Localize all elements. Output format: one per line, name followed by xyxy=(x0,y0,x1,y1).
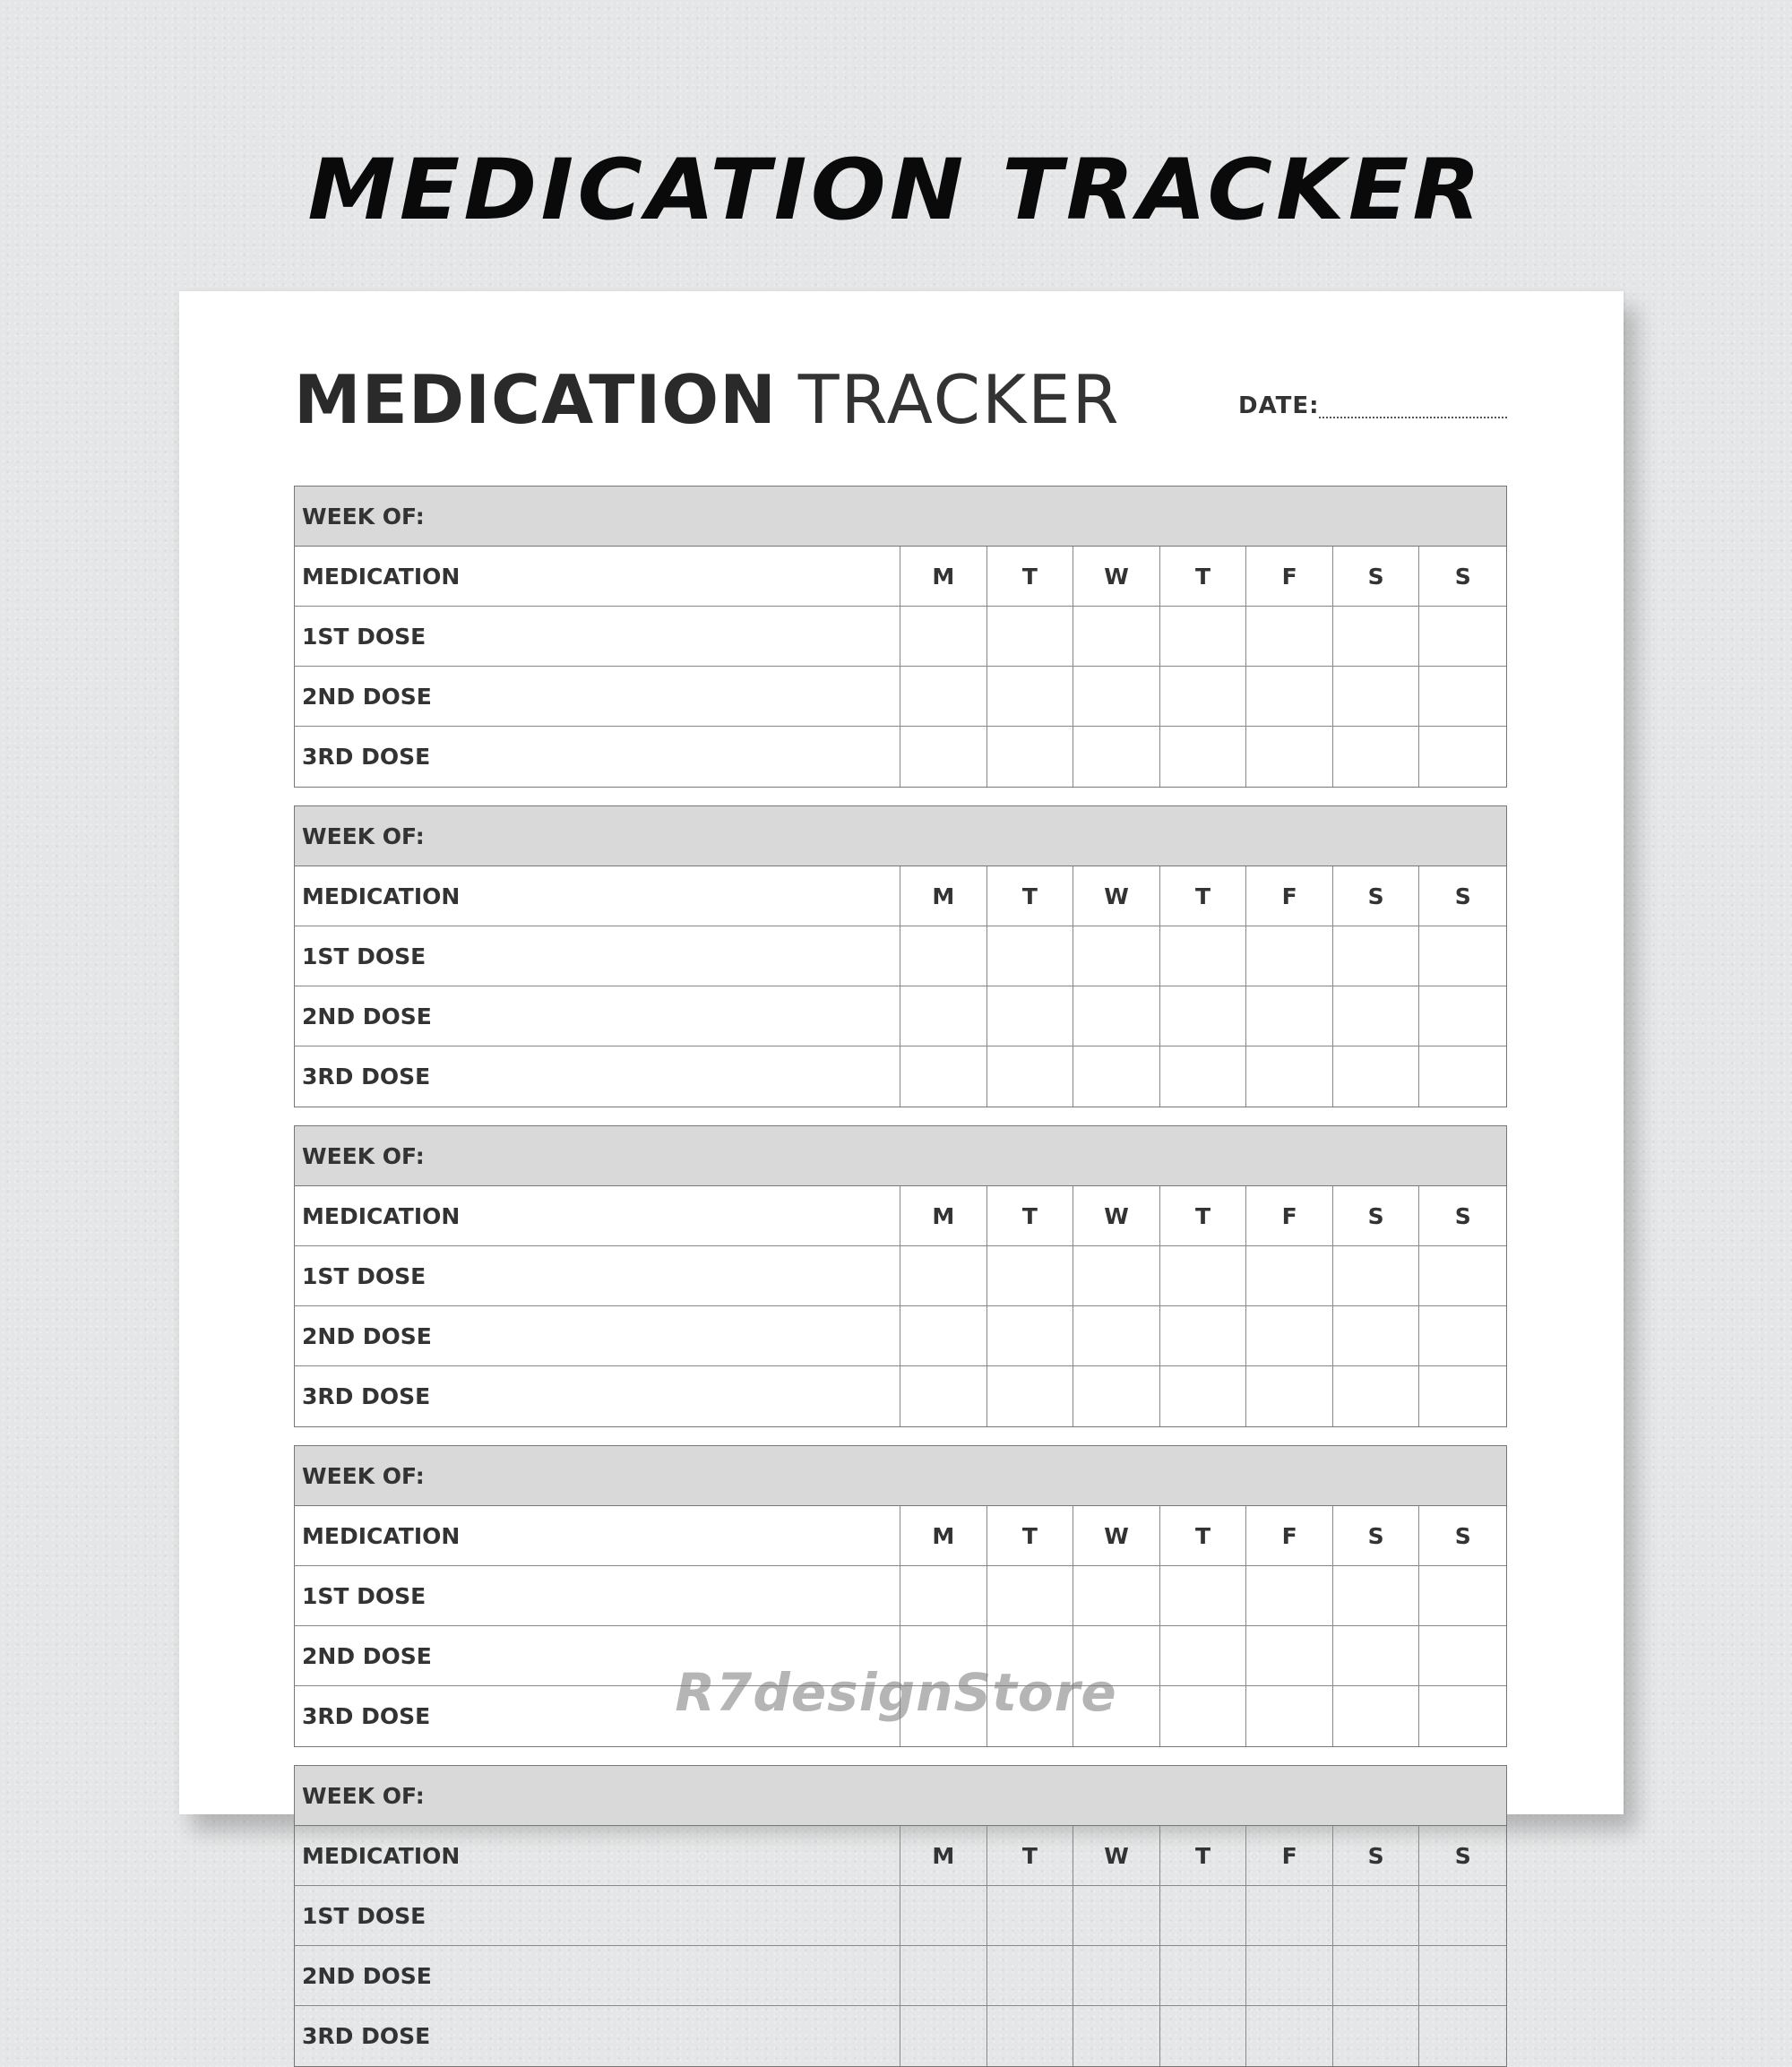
dose-label: 3RD DOSE xyxy=(295,1046,900,1107)
dose-checkbox-cell[interactable] xyxy=(900,667,987,726)
day-header: F xyxy=(1246,1506,1333,1565)
dose-label: 2ND DOSE xyxy=(295,1306,900,1365)
dose-checkbox-cell[interactable] xyxy=(1246,607,1333,666)
day-header: S xyxy=(1454,563,1471,590)
day-header: M xyxy=(900,1506,987,1565)
week-of-label[interactable]: WEEK OF: xyxy=(295,1766,1506,1826)
dose-checkbox-cell[interactable] xyxy=(900,986,987,1046)
dose-checkbox-cell[interactable] xyxy=(1073,1046,1160,1107)
week-table xyxy=(294,486,1507,788)
dose-row xyxy=(295,1306,1506,1366)
dose-checkbox-cell[interactable] xyxy=(1160,1946,1247,2005)
dose-checkbox-cell[interactable] xyxy=(1419,926,1506,986)
day-header: T xyxy=(987,1186,1074,1245)
dose-checkbox-cell[interactable] xyxy=(1073,2006,1160,2066)
medication-header: MEDICATION xyxy=(295,1186,900,1245)
week-table xyxy=(294,1125,1507,1427)
dose-checkbox-cell[interactable] xyxy=(1246,926,1333,986)
dose-label: 2ND DOSE xyxy=(295,667,900,726)
day-header: S xyxy=(1454,1202,1471,1229)
dose-checkbox-cell[interactable] xyxy=(900,926,987,986)
dose-checkbox-cell[interactable] xyxy=(1419,1046,1506,1107)
dose-checkbox-cell[interactable] xyxy=(987,1046,1074,1107)
day-header: F xyxy=(1246,866,1333,926)
dose-checkbox-cell[interactable] xyxy=(1333,1946,1420,2005)
week-of-label[interactable]: WEEK OF: xyxy=(295,1446,1506,1506)
dose-checkbox-cell[interactable] xyxy=(987,1946,1074,2005)
dose-checkbox-cell[interactable] xyxy=(987,2006,1074,2066)
dose-label: 1ST DOSE xyxy=(295,926,900,986)
dose-checkbox-cell[interactable] xyxy=(900,1566,987,1625)
dose-checkbox-cell[interactable] xyxy=(987,1886,1074,1945)
dose-checkbox-cell[interactable] xyxy=(1246,1366,1333,1426)
dose-checkbox-cell[interactable] xyxy=(1333,1566,1420,1625)
dose-row xyxy=(295,1046,1506,1107)
dose-checkbox-cell[interactable] xyxy=(1160,986,1247,1046)
dose-checkbox-cell[interactable] xyxy=(1160,667,1247,726)
dose-checkbox-cell[interactable] xyxy=(1073,1886,1160,1945)
dose-row xyxy=(295,1566,1506,1626)
dose-checkbox-cell[interactable] xyxy=(1419,1886,1506,1945)
dose-checkbox-cell[interactable] xyxy=(1160,926,1247,986)
dose-checkbox-cell[interactable] xyxy=(987,1566,1074,1625)
dose-checkbox-cell[interactable] xyxy=(1419,667,1506,726)
dose-checkbox-cell[interactable] xyxy=(987,1366,1074,1426)
dose-row xyxy=(295,1246,1506,1306)
dose-checkbox-cell[interactable] xyxy=(1246,727,1333,787)
medication-header: MEDICATION xyxy=(295,866,900,926)
dose-checkbox-cell[interactable] xyxy=(900,1246,987,1305)
dose-checkbox-cell[interactable] xyxy=(1160,1246,1247,1305)
dose-checkbox-cell[interactable] xyxy=(1073,1306,1160,1365)
dose-checkbox-cell[interactable] xyxy=(1073,607,1160,666)
dose-checkbox-cell[interactable] xyxy=(1333,1886,1420,1945)
day-header: T xyxy=(987,1506,1074,1565)
dose-checkbox-cell[interactable] xyxy=(1246,986,1333,1046)
medication-header: MEDICATION xyxy=(295,1506,900,1565)
dose-checkbox-cell[interactable] xyxy=(1160,2006,1247,2066)
dose-label: 3RD DOSE xyxy=(295,727,900,787)
day-header: W xyxy=(1073,1826,1160,1885)
dose-label: 1ST DOSE xyxy=(295,1886,900,1945)
dose-row xyxy=(295,2006,1506,2066)
dose-label: 3RD DOSE xyxy=(295,2006,900,2066)
dose-checkbox-cell[interactable] xyxy=(1160,1046,1247,1107)
header-row xyxy=(295,1826,1506,1886)
medication-header: MEDICATION xyxy=(295,1826,900,1885)
dose-checkbox-cell[interactable] xyxy=(1160,1366,1247,1426)
dose-checkbox-cell[interactable] xyxy=(1419,1246,1506,1305)
day-header: T xyxy=(987,547,1074,606)
dose-checkbox-cell[interactable] xyxy=(1073,1566,1160,1625)
dose-checkbox-cell[interactable] xyxy=(900,1046,987,1107)
dose-label: 1ST DOSE xyxy=(295,607,900,666)
dose-checkbox-cell[interactable] xyxy=(1419,607,1506,666)
week-table xyxy=(294,1765,1507,2067)
dose-checkbox-cell[interactable] xyxy=(900,1306,987,1365)
dose-checkbox-cell[interactable] xyxy=(1333,926,1420,986)
tracker-sheet xyxy=(179,291,1624,2049)
week-table xyxy=(294,805,1507,1107)
dose-checkbox-cell[interactable] xyxy=(1419,2006,1506,2066)
dose-checkbox-cell[interactable] xyxy=(1073,1946,1160,2005)
dose-checkbox-cell[interactable] xyxy=(1246,1946,1333,2005)
day-header: S xyxy=(1333,547,1420,606)
day-header: S xyxy=(1454,1522,1471,1549)
medication-header: MEDICATION xyxy=(295,547,900,606)
week-of-label[interactable]: WEEK OF: xyxy=(295,1126,1506,1186)
dose-checkbox-cell[interactable] xyxy=(1246,1046,1333,1107)
day-header: T xyxy=(1160,1186,1247,1245)
dose-row xyxy=(295,667,1506,727)
dose-checkbox-cell[interactable] xyxy=(987,727,1074,787)
date-label: DATE: xyxy=(1238,392,1320,419)
header-row xyxy=(295,1186,1506,1246)
dose-row xyxy=(295,607,1506,667)
dose-label: 2ND DOSE xyxy=(295,986,900,1046)
dose-checkbox-cell[interactable] xyxy=(1073,1246,1160,1305)
sheet-title-bold: MEDICATION xyxy=(294,360,777,439)
dose-checkbox-cell[interactable] xyxy=(1333,667,1420,726)
dose-checkbox-cell[interactable] xyxy=(1160,607,1247,666)
dose-checkbox-cell[interactable] xyxy=(1246,1306,1333,1365)
dose-checkbox-cell[interactable] xyxy=(900,1946,987,2005)
day-header: T xyxy=(987,866,1074,926)
dose-checkbox-cell[interactable] xyxy=(987,1246,1074,1305)
dose-checkbox-cell[interactable] xyxy=(1419,727,1506,787)
dose-row xyxy=(295,727,1506,787)
dose-checkbox-cell[interactable] xyxy=(1333,986,1420,1046)
day-header: S xyxy=(1333,1826,1420,1885)
header-row xyxy=(295,866,1506,926)
day-header: T xyxy=(1160,1506,1247,1565)
dose-row xyxy=(295,1366,1506,1426)
day-header: M xyxy=(900,1186,987,1245)
dose-label: 1ST DOSE xyxy=(295,1566,900,1625)
day-header: W xyxy=(1073,1506,1160,1565)
dose-checkbox-cell[interactable] xyxy=(1246,2006,1333,2066)
dose-checkbox-cell[interactable] xyxy=(987,607,1074,666)
dose-checkbox-cell[interactable] xyxy=(987,926,1074,986)
day-header: M xyxy=(900,866,987,926)
dose-checkbox-cell[interactable] xyxy=(1246,1566,1333,1625)
dose-checkbox-cell[interactable] xyxy=(987,667,1074,726)
dose-checkbox-cell[interactable] xyxy=(987,986,1074,1046)
dose-checkbox-cell[interactable] xyxy=(1333,727,1420,787)
dose-row xyxy=(295,1886,1506,1946)
dose-label: 2ND DOSE xyxy=(295,1946,900,2005)
header-row xyxy=(295,1506,1506,1566)
dose-checkbox-cell[interactable] xyxy=(900,727,987,787)
dose-checkbox-cell[interactable] xyxy=(1160,727,1247,787)
dose-checkbox-cell[interactable] xyxy=(987,1306,1074,1365)
sheet-title-light: TRACKER xyxy=(797,360,1121,439)
dose-checkbox-cell[interactable] xyxy=(1073,926,1160,986)
dose-checkbox-cell[interactable] xyxy=(1419,986,1506,1046)
dose-checkbox-cell[interactable] xyxy=(1333,1246,1420,1305)
dose-label: 3RD DOSE xyxy=(295,1366,900,1426)
dose-checkbox-cell[interactable] xyxy=(1160,1566,1247,1625)
dose-row xyxy=(295,1946,1506,2006)
dose-checkbox-cell[interactable] xyxy=(900,1886,987,1945)
week-of-label[interactable]: WEEK OF: xyxy=(295,487,1506,547)
dose-label: 3RD DOSE xyxy=(295,1686,900,1746)
dose-checkbox-cell[interactable] xyxy=(1246,667,1333,726)
banner-title: MEDICATION TRACKER xyxy=(307,142,1485,239)
dose-checkbox-cell[interactable] xyxy=(1160,1886,1247,1945)
dose-checkbox-cell[interactable] xyxy=(1073,1366,1160,1426)
day-header: M xyxy=(900,1826,987,1885)
day-header: S xyxy=(1333,1506,1420,1565)
dose-checkbox-cell[interactable] xyxy=(1073,667,1160,726)
day-header: M xyxy=(900,547,987,606)
dose-checkbox-cell[interactable] xyxy=(1419,1366,1506,1426)
dose-checkbox-cell[interactable] xyxy=(1333,607,1420,666)
sheet-title xyxy=(294,360,1121,439)
day-header: T xyxy=(1160,1826,1247,1885)
day-header: S xyxy=(1333,1186,1420,1245)
day-header: T xyxy=(1160,547,1247,606)
day-header: W xyxy=(1073,866,1160,926)
day-header: S xyxy=(1333,866,1420,926)
dose-checkbox-cell[interactable] xyxy=(1419,1566,1506,1625)
dose-checkbox-cell[interactable] xyxy=(1419,1306,1506,1365)
dose-checkbox-cell[interactable] xyxy=(900,1366,987,1426)
dose-checkbox-cell[interactable] xyxy=(1073,986,1160,1046)
dose-label: 1ST DOSE xyxy=(295,1246,900,1305)
dose-checkbox-cell[interactable] xyxy=(1160,1306,1247,1365)
day-header: W xyxy=(1073,547,1160,606)
date-input-line[interactable] xyxy=(1319,417,1507,418)
dose-checkbox-cell[interactable] xyxy=(1073,727,1160,787)
dose-checkbox-cell[interactable] xyxy=(1333,2006,1420,2066)
day-header: T xyxy=(1160,866,1247,926)
day-header: W xyxy=(1073,1186,1160,1245)
day-header: S xyxy=(1454,883,1471,909)
dose-checkbox-cell[interactable] xyxy=(900,2006,987,2066)
dose-checkbox-cell[interactable] xyxy=(1246,1886,1333,1945)
header-row xyxy=(295,547,1506,607)
day-header: F xyxy=(1246,1186,1333,1245)
dose-row xyxy=(295,926,1506,986)
day-header: S xyxy=(1454,1842,1471,1869)
dose-checkbox-cell[interactable] xyxy=(900,607,987,666)
dose-row xyxy=(295,986,1506,1046)
week-of-label[interactable]: WEEK OF: xyxy=(295,806,1506,866)
day-header: F xyxy=(1246,547,1333,606)
dose-label: 2ND DOSE xyxy=(295,1626,900,1685)
dose-checkbox-cell[interactable] xyxy=(1333,1366,1420,1426)
dose-checkbox-cell[interactable] xyxy=(1246,1246,1333,1305)
day-header: T xyxy=(987,1826,1074,1885)
dose-checkbox-cell[interactable] xyxy=(1333,1306,1420,1365)
dose-checkbox-cell[interactable] xyxy=(1333,1046,1420,1107)
watermark: R7designStore xyxy=(675,1662,1117,1723)
day-header: F xyxy=(1246,1826,1333,1885)
dose-checkbox-cell[interactable] xyxy=(1419,1946,1506,2005)
